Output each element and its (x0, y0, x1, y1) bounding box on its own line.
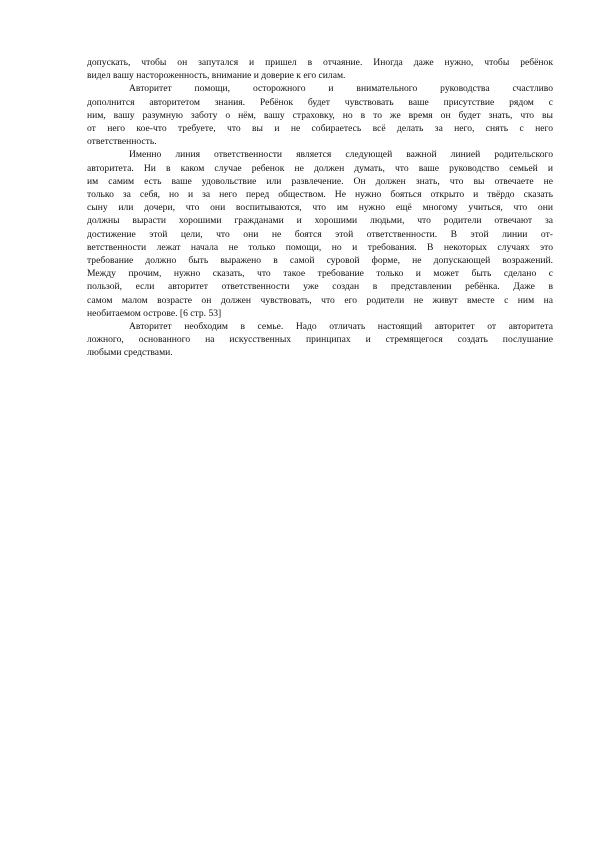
text-line: Именно линия ответственности является следующей важной линией родительского (129, 149, 553, 161)
text-line: авторитета. Ни в каком случае ребенок не должен думать, что ваше руководство семьей и (87, 162, 553, 174)
text-line: ветственности лежат начала не только помощи, но и требования. В некоторых случаях это (87, 241, 553, 253)
document-body (87, 56, 553, 360)
text-line: дополнится авторитетом знания. Ребёнок будет чувствовать ваше присутствие рядом с (87, 96, 553, 108)
text-line: Авторитет необходим в семье. Надо отличать настоящий авторитет от авторитета (129, 321, 553, 333)
text-line: должны вырасти хорошими гражданами и хорошими людьми, что родители отвечают за (87, 215, 553, 227)
paragraph-4 (87, 320, 553, 360)
paragraph-1 (87, 56, 553, 82)
text-line: от него кое-что требуете, что вы и не собираетесь всё делать за него, снять с него (87, 123, 553, 135)
paragraph-3 (87, 148, 553, 320)
text-line: Авторитет помощи, осторожного и внимательного руководства счастливо (129, 83, 553, 95)
text-line: пользой, если авторитет ответственности уже создан в представлении ребёнка. Даже в (87, 281, 553, 293)
text-line: ответственность. (87, 136, 157, 148)
text-line: любыми средствами. (87, 347, 173, 359)
paragraph-2 (87, 82, 553, 148)
text-line: требование должно быть выражено в самой суровой форме, не допускающей возражений. (87, 255, 553, 267)
text-line: допускать, чтобы он запутался и пришел в отчаяние. Иногда даже нужно, чтобы ребёнок (87, 57, 553, 68)
text-line: ложного, основанного на искусственных принципах и стремящегося создать послушание (87, 334, 553, 346)
text-line: сыну или дочери, что они воспитываются, что им нужно ещё многому учиться, что они (87, 202, 553, 214)
text-line: им самим есть ваше удовольствие или развлечение. Он должен знать, что вы отвечаете не (87, 175, 553, 187)
text-line: видел вашу настороженность, внимание и доверие к его силам. (87, 70, 346, 82)
text-line: только за себя, но и за него перед обществом. Не нужно бояться открыто и твёрдо сказать (87, 189, 553, 201)
text-line: ним, вашу разумную заботу о нём, вашу страховку, но в то же время он будет знать, что вы (87, 109, 553, 121)
text-line: достижение этой цели, что они не боятся этой ответственности. В этой линии от- (87, 228, 553, 240)
text-line: необитаемом острове. [6 стр. 53] (87, 307, 222, 319)
text-line: самом малом возрасте он должен чувствовать, что его родители не живут вместе с ним на (87, 294, 553, 306)
text-line: Между прочим, нужно сказать, что такое требование только и может быть сделано с (87, 268, 553, 280)
